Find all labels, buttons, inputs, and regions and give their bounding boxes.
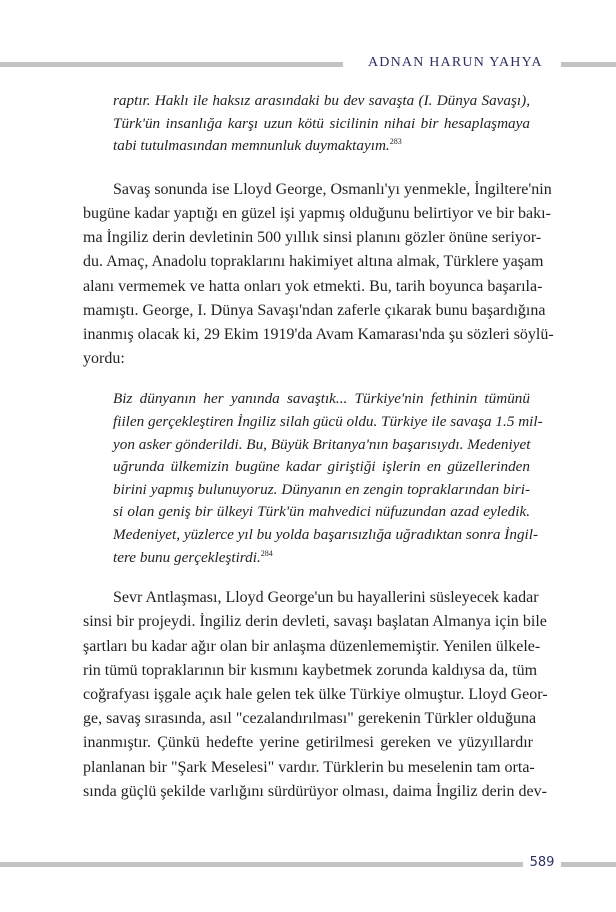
paragraph-line: rin tümü topraklarının bir kısmını kaybetmek zorunda kaldıysa da, tüm [83, 661, 538, 679]
paragraph-line: bugüne kadar yaptığı en güzel işi yapmış olduğunu belirtiyor ve bir bakı- [83, 204, 551, 222]
quote-line: raptır. Haklı ile haksız arasındaki bu dev savaşta (I. Dünya Savaşı), [113, 92, 530, 109]
paragraph-line: alanı vermemek ve hatta onları yok etmekti. Bu, tarih boyunca başarıla- [83, 277, 543, 295]
quote-line: fiilen gerçekleştiren İngiliz silah gücü oldu. Türkiye ile savaşa 1.5 mil- [113, 413, 543, 430]
quote-line-text: tabi tutulmasından memnunluk duymaktayım. [113, 137, 390, 155]
quote-line: Biz dünyanın her yanında savaştık... Türkiye'nin fethinin tümünü [113, 390, 530, 408]
paragraph-line: mamıştı. George, I. Dünya Savaşı'ndan zaferle çıkarak bunu başardığına [83, 301, 546, 319]
block-quote-1 [113, 90, 530, 158]
paragraph-line: planlanan bir "Şark Meselesi" vardır. Türklerin bu meselenin tam orta- [83, 758, 535, 776]
paragraph-line: du. Amaç, Anadolu topraklarını hakimiyet altına almak, Türklere yaşam [83, 253, 544, 271]
footnote-ref: 284 [260, 548, 273, 558]
paragraph-1 [83, 178, 554, 372]
paragraph-line: inanmış olacak ki, 29 Ekim 1919'da Avam Kamarası'nda şu sözleri söylü- [83, 326, 554, 343]
block-quote-2 [113, 388, 543, 569]
quote-line: uğrunda ülkemizin bugüne kadar giriştiği işlerin en güzellerinden [113, 458, 530, 476]
paragraph-line: ma İngiliz derin devletinin 500 yıllık sinsi planını gözler önüne seriyor- [83, 229, 542, 247]
quote-line-text: tere bunu gerçekleştirdi. [113, 548, 261, 566]
quote-line [113, 135, 530, 158]
quote-line: Medeniyet, yüzlerce yıl bu yolda başarısızlığa uğradıktan sonra İngil- [113, 525, 539, 543]
paragraph-2 [83, 586, 548, 804]
paragraph-line: coğrafyası işgale açık hale gelen tek ülke Türkiye olmuştur. Lloyd Geor- [83, 685, 548, 703]
paragraph-line: yordu: [83, 350, 125, 368]
paragraph-line: sinsi bir projeydi. İngiliz derin devleti, savaşı başlatan Almanya için bile [83, 613, 547, 631]
quote-line: si olan geniş bir ülkeyi Türk'ün mahvedici nüfuzundan azad eyledik. [113, 503, 530, 521]
header-rule-left [0, 62, 343, 67]
quote-line: Türk'ün insanlığa karşı uzun kötü sicilinin nihai bir hesaplaşmaya [113, 114, 530, 132]
running-header-author: ADNAN HARUN YAHYA [368, 55, 543, 70]
footer-rule-right [561, 862, 616, 867]
quote-line: birini yapmış bulunuyoruz. Dünyanın en zengin topraklarından biri- [113, 480, 530, 498]
footnote-ref: 283 [389, 137, 402, 147]
quote-line [113, 547, 530, 570]
paragraph-line: Sevr Antlaşması, Lloyd George'un bu hayallerini süsleyecek kadar [113, 589, 539, 607]
page-number: 589 [529, 855, 555, 870]
paragraph-line: ge, savaş sırasında, asıl "cezalandırılması" gerekenin Türkler olduğuna [83, 710, 537, 728]
paragraph-line: şartları bu kadar ağır olan bir anlaşma düzenlememiştir. Yenilen ülkele- [83, 637, 541, 655]
page-body [83, 90, 554, 804]
header-rule-right [561, 62, 616, 67]
paragraph-line: Savaş sonunda ise Lloyd George, Osmanlı'yı yenmekle, İngiltere'nin [113, 180, 552, 198]
footer-rule-left [0, 862, 523, 867]
paragraph-line: sında güçlü şekilde varlığını sürdürüyor olması, daima İngiliz derin dev- [83, 782, 547, 800]
paragraph-line: inanmıştır. Çünkü hedefte yerine getirilmesi gereken ve yüzyıllardır [83, 734, 533, 752]
quote-line: yon asker gönderildi. Bu, Büyük Britanya'nın başarısıydı. Medeniyet [113, 435, 531, 453]
